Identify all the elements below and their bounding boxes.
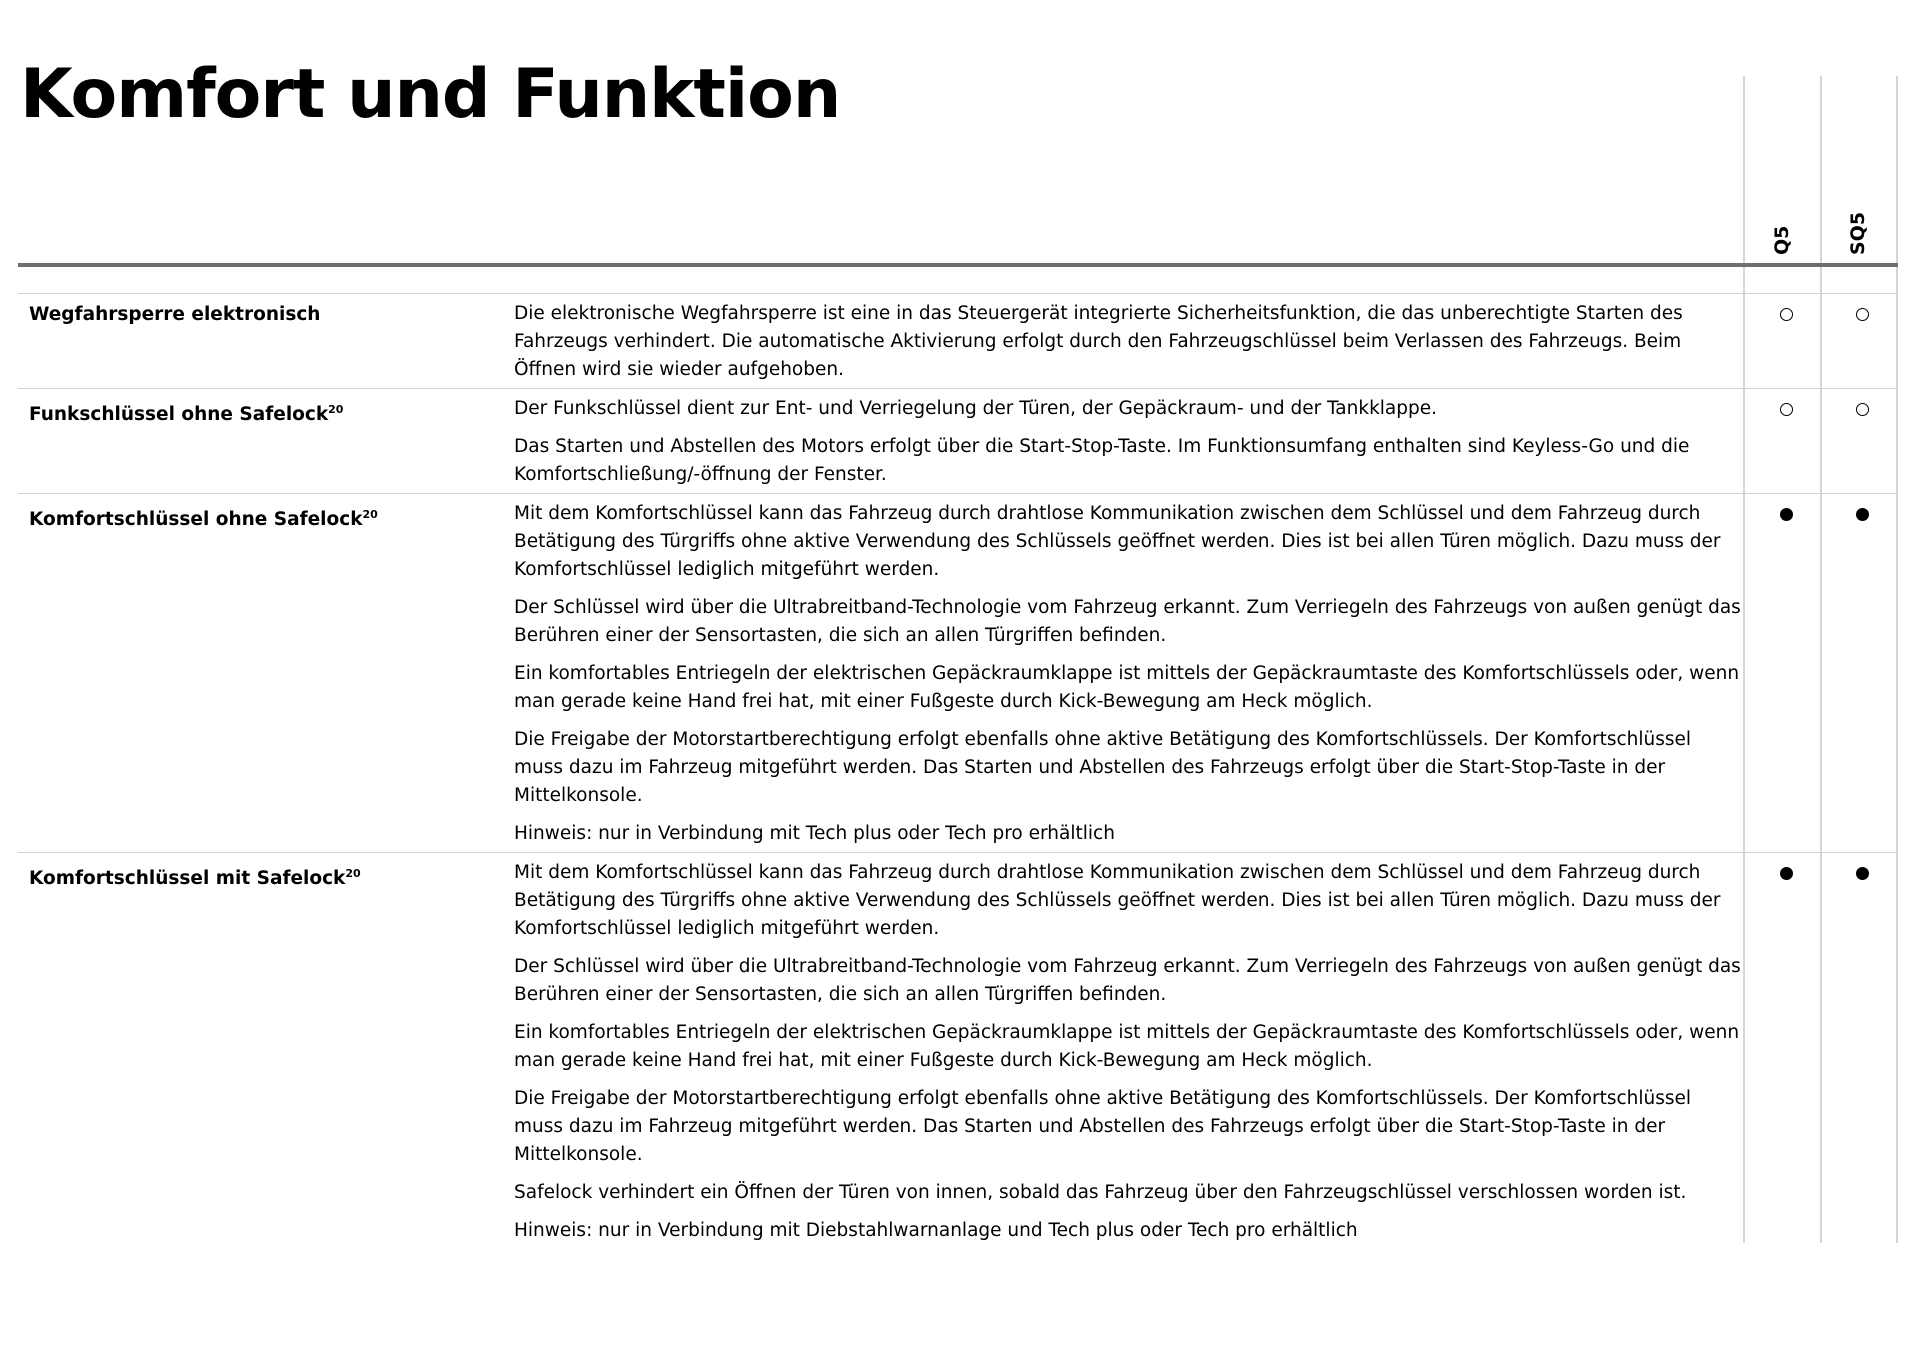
footnote-ref: 20 <box>345 867 361 880</box>
description-paragraph: Die Freigabe der Motorstartberechtigung erfolgt ebenfalls ohne aktive Betätigung des Komfortschlüssels. Der Komfortschlüssel muss dazu im Fahrzeug mitgeführt werden. Das Starten und Abstellen des Fahrzeugs erfolgt über die Start-Stop-Taste in der Mittelkonsole. <box>514 729 1692 806</box>
table-row <box>18 389 1898 494</box>
table-row <box>18 853 1898 1249</box>
description-paragraph: Ein komfortables Entriegeln der elektrischen Gepäckraumklappe ist mittels der Gepäckraumtaste des Komfortschlüssels oder, wenn man gerade keine Hand frei hat, mit einer Fußgeste durch Kick-Bewegung am Heck möglich. <box>514 663 1740 712</box>
description-paragraph: Der Schlüssel wird über die Ultrabreitband-Technologie vom Fahrzeug erkannt. Zum Verriegeln des Fahrzeugs von außen genügt das Berühren einer der Sensortasten, die sich an allen Türgriffen befinden. <box>514 597 1741 646</box>
footnote-ref: 20 <box>362 508 378 521</box>
feature-description <box>514 859 1744 1245</box>
table-row <box>18 494 1898 853</box>
description-paragraph: Das Starten und Abstellen des Motors erfolgt über die Start-Stop-Taste. Im Funktionsumfang enthalten sind Keyless-Go und die Komfortschließung/-öffnung der Fenster. <box>514 436 1690 485</box>
column-header-q5: Q5 <box>1771 225 1793 255</box>
description-paragraph: Der Schlüssel wird über die Ultrabreitband-Technologie vom Fahrzeug erkannt. Zum Verriegeln des Fahrzeugs von außen genügt das Berühren einer der Sensortasten, die sich an allen Türgriffen befinden. <box>514 956 1741 1005</box>
description-paragraph: Der Funkschlüssel dient zur Ent- und Verriegelung der Türen, der Gepäckraum- und der Tankklappe. <box>514 398 1438 419</box>
availability-q5-standard-icon <box>1780 508 1793 521</box>
description-paragraph: Mit dem Komfortschlüssel kann das Fahrzeug durch drahtlose Kommunikation zwischen dem Schlüssel und dem Fahrzeug durch Betätigung des Türgriffs ohne aktive Verwendung des Schlüssels geöffnet werden. Dies ist bei allen Türen möglich. Dazu muss der Komfortschlüssel lediglich mitgeführt werden. <box>514 862 1721 939</box>
footnote-ref: 20 <box>328 403 344 416</box>
availability-q5-optional-icon <box>1780 403 1793 416</box>
description-paragraph: Ein komfortables Entriegeln der elektrischen Gepäckraumklappe ist mittels der Gepäckraumtaste des Komfortschlüssels oder, wenn man gerade keine Hand frei hat, mit einer Fußgeste durch Kick-Bewegung am Heck möglich. <box>514 1022 1740 1071</box>
feature-label: Komfortschlüssel mit Safelock$^{20}$ <box>29 867 361 889</box>
column-header-sq5: SQ5 <box>1847 211 1869 255</box>
availability-sq5-optional-icon <box>1856 403 1869 416</box>
availability-sq5-standard-icon <box>1856 867 1869 880</box>
page-title: Komfort und Funktion <box>20 55 841 134</box>
description-paragraph: Hinweis: nur in Verbindung mit Tech plus oder Tech pro erhältlich <box>514 823 1115 844</box>
availability-q5-optional-icon <box>1780 308 1793 321</box>
feature-description <box>514 395 1744 489</box>
availability-q5-standard-icon <box>1780 867 1793 880</box>
description-paragraph: Die elektronische Wegfahrsperre ist eine in das Steuergerät integrierte Sicherheitsfunktion, die das unberechtigte Starten des Fahrzeugs verhindert. Die automatische Aktivierung erfolgt durch den Fahrzeugschlüssel beim Verlassen des Fahrzeugs. Beim Öffnen wird sie wieder aufgehoben. <box>514 303 1683 380</box>
feature-description <box>514 300 1744 384</box>
feature-label: Komfortschlüssel ohne Safelock$^{20}$ <box>29 508 378 530</box>
description-paragraph: Hinweis: nur in Verbindung mit Diebstahlwarnanlage und Tech plus oder Tech pro erhältlich <box>514 1220 1358 1241</box>
feature-label: Funkschlüssel ohne Safelock$^{20}$ <box>29 403 344 425</box>
feature-description <box>514 500 1744 848</box>
description-paragraph: Die Freigabe der Motorstartberechtigung erfolgt ebenfalls ohne aktive Betätigung des Komfortschlüssels. Der Komfortschlüssel muss dazu im Fahrzeug mitgeführt werden. Das Starten und Abstellen des Fahrzeugs erfolgt über die Start-Stop-Taste in der Mittelkonsole. <box>514 1088 1692 1165</box>
description-paragraph: Mit dem Komfortschlüssel kann das Fahrzeug durch drahtlose Kommunikation zwischen dem Schlüssel und dem Fahrzeug durch Betätigung des Türgriffs ohne aktive Verwendung des Schlüssels geöffnet werden. Dies ist bei allen Türen möglich. Dazu muss der Komfortschlüssel lediglich mitgeführt werden. <box>514 503 1721 580</box>
availability-sq5-standard-icon <box>1856 508 1869 521</box>
availability-sq5-optional-icon <box>1856 308 1869 321</box>
description-paragraph: Safelock verhindert ein Öffnen der Türen von innen, sobald das Fahrzeug über den Fahrzeugschlüssel verschlossen worden ist. <box>514 1182 1687 1203</box>
table-row <box>18 294 1898 389</box>
feature-label: Wegfahrsperre elektronisch <box>29 304 321 325</box>
feature-table <box>18 294 1898 1249</box>
header-rule <box>18 263 1898 267</box>
